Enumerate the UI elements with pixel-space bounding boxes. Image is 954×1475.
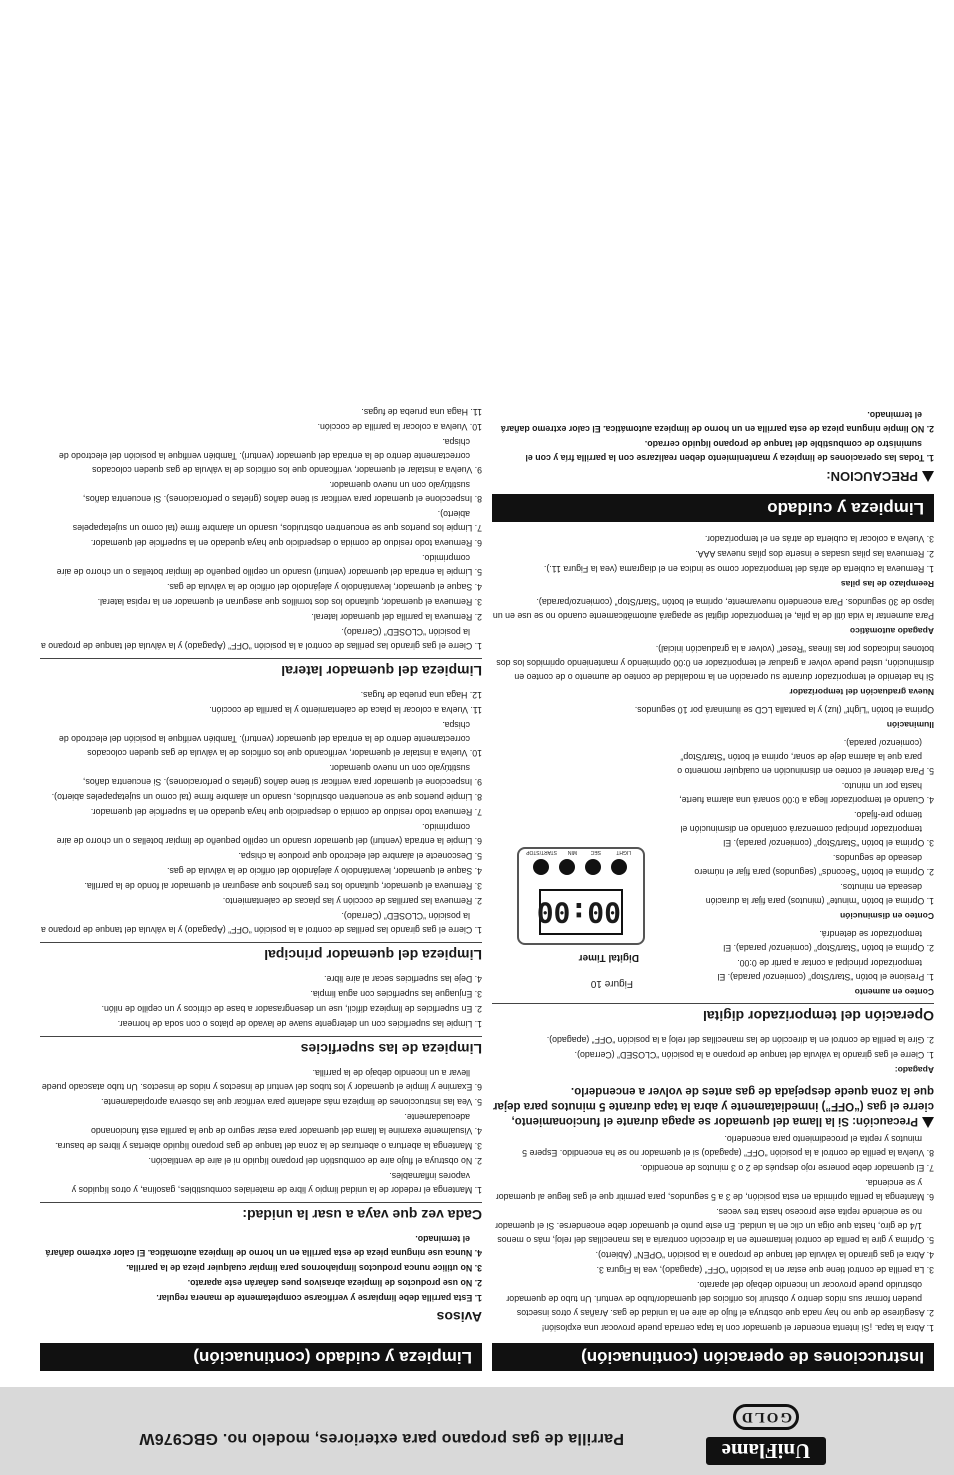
side-burner-heading: Limpieza del quemador lateral <box>40 658 482 687</box>
list-item: 8. Vuelva la perilla de control a la posición “OFF” (apagado) si el quemador no se ha encendido. Espere 5 minutos y repita el procedimiento para encenderlo. <box>522 1134 934 1158</box>
count-down-list <box>674 736 934 908</box>
list-item: 9. Vuelva a instalar el quemador, verificando que los orificios de la válvula de gas queden colocados correctamente dentro de la entrada del quemador (venturi). También verifique la posición del electrodo de chispa. <box>58 437 482 475</box>
each-use-heading: Cada vez que vaya a usar la unidad: <box>40 1202 482 1231</box>
list-item: 10. Vuelva a instalar el quemador, verificando que los orificios de la válvula de gas queden colocados correctamente dentro de la entrada del quemador (venturi). También verifique la posición del electrodo de chispa. <box>58 720 482 758</box>
notice-item: 2. No use productos de limpieza abrasivos pues dañarán este aparato. <box>187 1278 482 1288</box>
reset-heading: Nueva graduación del temporizador <box>789 687 934 697</box>
reset-text: Si ha detenido el temporizador durante su operación en la modalidad de conteo de aumento o de conteo en disminución, usted puede volver a graduar el temporizador en 0:00 oprimiendo y manteniendo oprimidos los dos botones indicados por las líneas “Reset” (volver a la graduación inicial). <box>496 644 934 682</box>
list-item: 1. Abra la tapa. ¡Si intenta encender el quemador con la tapa cerrada puede provocar una explosión! <box>541 1323 934 1333</box>
list-item: 5. Para detener el conteo en disminución en cualquier momento o para que la alarma deje de sonar, oprima el botón “Start/Stop” (comienzo/ parada). <box>677 738 934 776</box>
list-item: 5. Oprima y gire la perilla de control lentamente en la dirección contraria a las manecillas del reloj, más o menos 1/4 de giro, hasta que oiga un clic en la unidad. En este punto el quemador debe encenderse. Si el quemador no se enciende repita este proceso hasta tres veces. <box>495 1207 934 1245</box>
list-item: 9. Inspeccione el quemador para verificar si tiene daños (grietas o perforaciones). Si encuentra daños, sustitúyalo con un nuevo quemador. <box>82 763 482 787</box>
list-item: 10. Vuelva a colocar la parrilla de cocción. <box>317 422 482 432</box>
list-item: 2. Remueva las pilas usadas e inserte dos pilas nuevas AAA. <box>695 549 934 559</box>
list-item: 2. Asegúrese de que no hay nada que obstruya el flujo de aire en la unidad de gas. Arañas y otros insectos pueden formar sus nidos dentro y obstruir los orificios del quemador/tubo de venturi. Un tubo de quemador obstruido puede provocar un incendio debajo del aparato. <box>506 1280 934 1318</box>
timer-sec-button[interactable] <box>585 859 601 875</box>
list-item: 2. Remueva la parrilla del quemador lateral. <box>311 612 482 622</box>
timer-label-light: LIGHT <box>616 849 631 855</box>
list-item: 5. Limpie la entrada del quemador (venturi) usando un cepillo pequeño de limpiar botellas o un chorro de aire comprimido. <box>56 553 482 577</box>
document-title: Parrilla de gas propano para exteriores, modelo no. GBC976W <box>139 1430 624 1447</box>
list-item: 1. Presione el botón “Start/Stop” (comienzo/ parada). El temporizador principal a contar a partir de 0:00. <box>717 958 934 982</box>
main-burner-heading: Limpieza del quemador principal <box>40 942 482 971</box>
list-item: 2. Gire la perilla de control en la dirección de las manecillas del reloj a la posición “OFF” (apagado). <box>546 1035 934 1045</box>
list-item: 1. Mantenga el rededor de la unidad limpio y libre de materiales combustibles, gasolina, y otros líquidos y vapores inflamables. <box>71 1171 482 1195</box>
list-item: 7. Remueva todo residuo de comida o desperdicio que haya quedado en la superficie del quemador. <box>90 807 482 817</box>
cleaning-continued-title: Limpieza y cuidado (continuación) <box>40 1343 482 1371</box>
timer-label-min: MIN <box>567 849 577 855</box>
timer-instructions <box>674 736 934 997</box>
list-item: 5. Desconecte el alambre del electrodo que produce la chispa. <box>238 851 482 861</box>
operation-steps-list <box>492 1132 934 1335</box>
list-item: 1. Cierre el gas girando las perillas de control a la posición “OFF” (Apagado) y la válvula del tanque de propano a la posición “CLOSED” (Cerrado). <box>40 911 482 935</box>
warning-icon <box>922 471 934 482</box>
list-item: 4. Saque el quemador, levantándolo y alejándolo del orificio de la válvula de gas. <box>167 582 482 592</box>
list-item: 6. Remueva todo residuo de comida o desperdicio que haya quedado en la superficie del quemador. <box>90 538 482 548</box>
surfaces-list <box>40 972 482 1031</box>
list-item: 3. Vuelva a colocar la cubierta de atrás en el temporizador. <box>704 534 934 544</box>
timer-section <box>492 736 934 997</box>
header-band <box>0 1387 954 1475</box>
illumination-heading: Iluminación <box>886 720 934 730</box>
timer-lcd-display: 00:00 <box>539 889 623 935</box>
surfaces-heading: Limpieza de las superficies <box>40 1036 482 1065</box>
shutdown-list <box>492 1033 934 1062</box>
auto-off-heading: Apagado automático <box>849 626 934 636</box>
list-item: 7. El quemador debe ponerse rojo después de 2 o 3 minutos de encendido. <box>640 1163 934 1173</box>
count-up-heading: Conteo en aumento <box>854 987 934 997</box>
list-item: 1. Oprima el botón “minute” (minutos) para fijar la duración deseada en minutos. <box>705 882 934 906</box>
list-item: 8. Limpie puertos que se encuentren obstruidos, usando un alambre firme (tal como un sujetapapeles abierto). <box>51 792 482 802</box>
list-item: 6. Limpie la entrada (venturi) del quemador usando un cepillo pequeño de limpiar botellas o un chorro de aire comprimido. <box>56 822 482 846</box>
timer-figure <box>512 814 647 989</box>
list-item: 2. Oprima el botón “Seconds” (segundos) para fijar el número deseado de segundos. <box>694 853 934 877</box>
list-item: 5. Vea las instrucciones de limpieza más adelante para verificar que las observa apropiadamente. <box>101 1097 482 1107</box>
list-item: 3. Remueva el quemador, quitando los tres ganchos que aseguran el quemador al fondo de la parrilla. <box>84 881 482 891</box>
list-item: 4. Visualmente examine la llama del quemador para estar seguro de que la parrilla está funcionando adecuadamente. <box>90 1112 482 1136</box>
list-item: 4. Abra el gas girando la válvula del tanque de propano a la posición “OPEN” (Abierto). <box>595 1250 934 1260</box>
auto-off-text: Para aumentar la vida útil de la pila, el temporizador digital se apagará automáticamente cuando no se use en un lapso de 30 segundos. Para encenderlo nuevamente, oprima el botón “Start/Stop” (comienzo/parada). <box>492 597 934 621</box>
cleaning-title: Limpieza y cuidado <box>492 494 934 522</box>
list-item: 11. Haga una prueba de fugas. <box>361 407 482 417</box>
list-item: 2. No obstruya el flujo aire de combustión del propano líquido ni el aire de ventilación. <box>148 1156 482 1166</box>
caution-heading-text: PRECAUCION: <box>826 469 918 484</box>
count-down-heading: Conteo en disminución <box>840 911 934 921</box>
caution-warning-text: Precaución: Si la llama del quemador se apaga durante el funcionamiento, cierre el gas (“OFF”) inmediatamente y abra la tapa durante 5 minutos para dejar que la zona quede despejada de gas antes de volver a encenderlo. <box>493 1085 934 1127</box>
list-item: 1. Cierre el gas girando las perillas de control a la posición “OFF” (Apagado) y la válvula del tanque de propano a la posición “CLOSED” (Cerrado). <box>40 627 482 651</box>
timer-light-button[interactable] <box>611 859 627 875</box>
brand-gold-badge: GOLD <box>733 1404 799 1430</box>
brand-logo <box>706 1399 826 1465</box>
shutdown-heading: Apagado: <box>894 1065 934 1075</box>
list-item: 4. Cuando el temporizador llega a 0:00 sonará una alarma fuerte, hasta por un minuto. <box>679 781 934 805</box>
each-use-list <box>40 1066 482 1197</box>
list-item: 7. Limpie los puertos que se encuentren obstruidos, usando un alambre firme (tal como un sujetapapeles abierto). <box>72 509 482 533</box>
list-item: 4. Saque el quemador, levantándolo y alejándolo del orificio de la válvula de gas. <box>167 866 482 876</box>
list-item: 1. Cierre el gas girando la válvula del tanque de propano a la posición “CLOSED” (Cerrado). <box>574 1050 934 1060</box>
notices-heading: Avisos <box>436 1309 482 1325</box>
list-item: 1. Remueva la cubierta de atrás del temporizador como se indica en el diagrama (vea la Figura 11.). <box>543 564 934 574</box>
notice-item: 1. Esta parrilla debe limpiarse y verificarse completamente de manera regular. <box>156 1293 482 1303</box>
list-item: 6. Examine y limpie el quemador y los tubos del venturi de insectos y nidos de insectos. Un tubo atascado puede llevar a un incendio debajo de la parrilla. <box>41 1068 482 1092</box>
timer-figure-title: Digital Timer <box>578 952 639 963</box>
main-burner-list <box>40 688 482 937</box>
timer-label-sec: SEC <box>590 849 601 855</box>
battery-heading: Reemplazo de las pilas <box>840 579 934 589</box>
timer-buttons <box>527 857 631 875</box>
list-item: 8. Inspeccione el quemador para verificar si tiene daños (grietas o perforaciones). Si encuentra daños, sustitúyalo con un nuevo quemador. <box>82 480 482 504</box>
digital-timer-device <box>517 847 645 945</box>
list-item: 3. Oprima el botón “Start/Stop” (comienzo/ parada). El temporizador principal comenzará contando en disminución el tiempo pre-fijado. <box>680 810 934 848</box>
list-item: 11. Vuelva a colocar la placa de calentamiento y la parrilla de cocción. <box>209 705 482 715</box>
list-item: 2. Oprima el botón “Start/Stop” (comienzo/ parada). El temporizador se detendrá. <box>723 929 934 953</box>
cleaning-column <box>40 404 482 1371</box>
side-burner-list <box>40 405 482 653</box>
list-item: 3. La perilla de control tiene que estar en la posición “OFF” (apagado), vea la Figura 3. <box>596 1265 934 1275</box>
notice-item: 3. No utilice nunca productos limpiahornos para limpiar cualquier pieza de la parrilla. <box>126 1263 482 1273</box>
list-item: 3. Remueva el quemador, quitando los dos tornillos que aseguran el quemador en la repisa lateral. <box>97 597 482 607</box>
list-item: 3. Enjuague las superficies con agua limpia. <box>310 989 482 999</box>
list-item: 6. Mantenga la perilla oprimida en esta posición, de 3 a 5 segundos, para permitir que el gas llegue al quemador y se encienda. <box>495 1178 934 1202</box>
timer-label-start-stop: START/STOP <box>526 849 557 855</box>
list-item: 2. Remueva las parrillas de cocción y las placas de calentamiento. <box>222 896 482 906</box>
list-item: 1. Todas las operaciones de limpieza y mantenimiento deben realizarse con la parrilla fría y con el suministro de combustible del tanque de propano líquido cerrado. <box>525 439 934 463</box>
warning-icon <box>922 1117 934 1128</box>
figure-label: Figure 10 <box>590 978 633 989</box>
caution-heading <box>492 469 934 484</box>
caution-list <box>492 408 934 465</box>
operation-column <box>492 407 934 1371</box>
timer-heading: Operación del temporizador digital <box>492 1003 934 1032</box>
list-item: 2. NO limpie ninguna pieza de esta parrilla en un horno de limpieza automática. El calor extremo dañará el terminado. <box>500 410 934 434</box>
operation-continued-title: Instrucciones de operación (continuación) <box>492 1343 934 1371</box>
list-item: 1. Limpie las superficies con un detergente suave de lavado de platos o con soda de hornear. <box>117 1019 482 1029</box>
notices-list <box>40 1232 482 1305</box>
count-up-list <box>674 927 934 984</box>
list-item: 4. Deje las superficies secar al aire libre. <box>324 974 482 984</box>
notice-item: 4. Nunca use ninguna pieza de esta parrilla en un horno de limpieza automática. El calor extremo dañará el terminado. <box>45 1234 482 1258</box>
caution-warning <box>492 1083 934 1128</box>
list-item: 3. Mantenga la abertura o aberturas de la zona del tanque de gas propano líquido abiertas y libres de basura. <box>55 1141 482 1151</box>
list-item: 12. Haga una prueba de fugas. <box>360 690 482 700</box>
brand-uniflame-logo: UniFlame <box>706 1437 826 1465</box>
timer-min-button[interactable] <box>559 859 575 875</box>
battery-list <box>492 532 934 576</box>
list-item: 2. En superficies de limpieza difícil, use un desengrasador a base de cítricos y un cepillo de nilón. <box>101 1004 482 1014</box>
timer-start-stop-button[interactable] <box>533 859 549 875</box>
illumination-text: Oprima el botón “Light” (luz) y la pantalla LCD se iluminará por 10 segundos. <box>634 705 934 715</box>
